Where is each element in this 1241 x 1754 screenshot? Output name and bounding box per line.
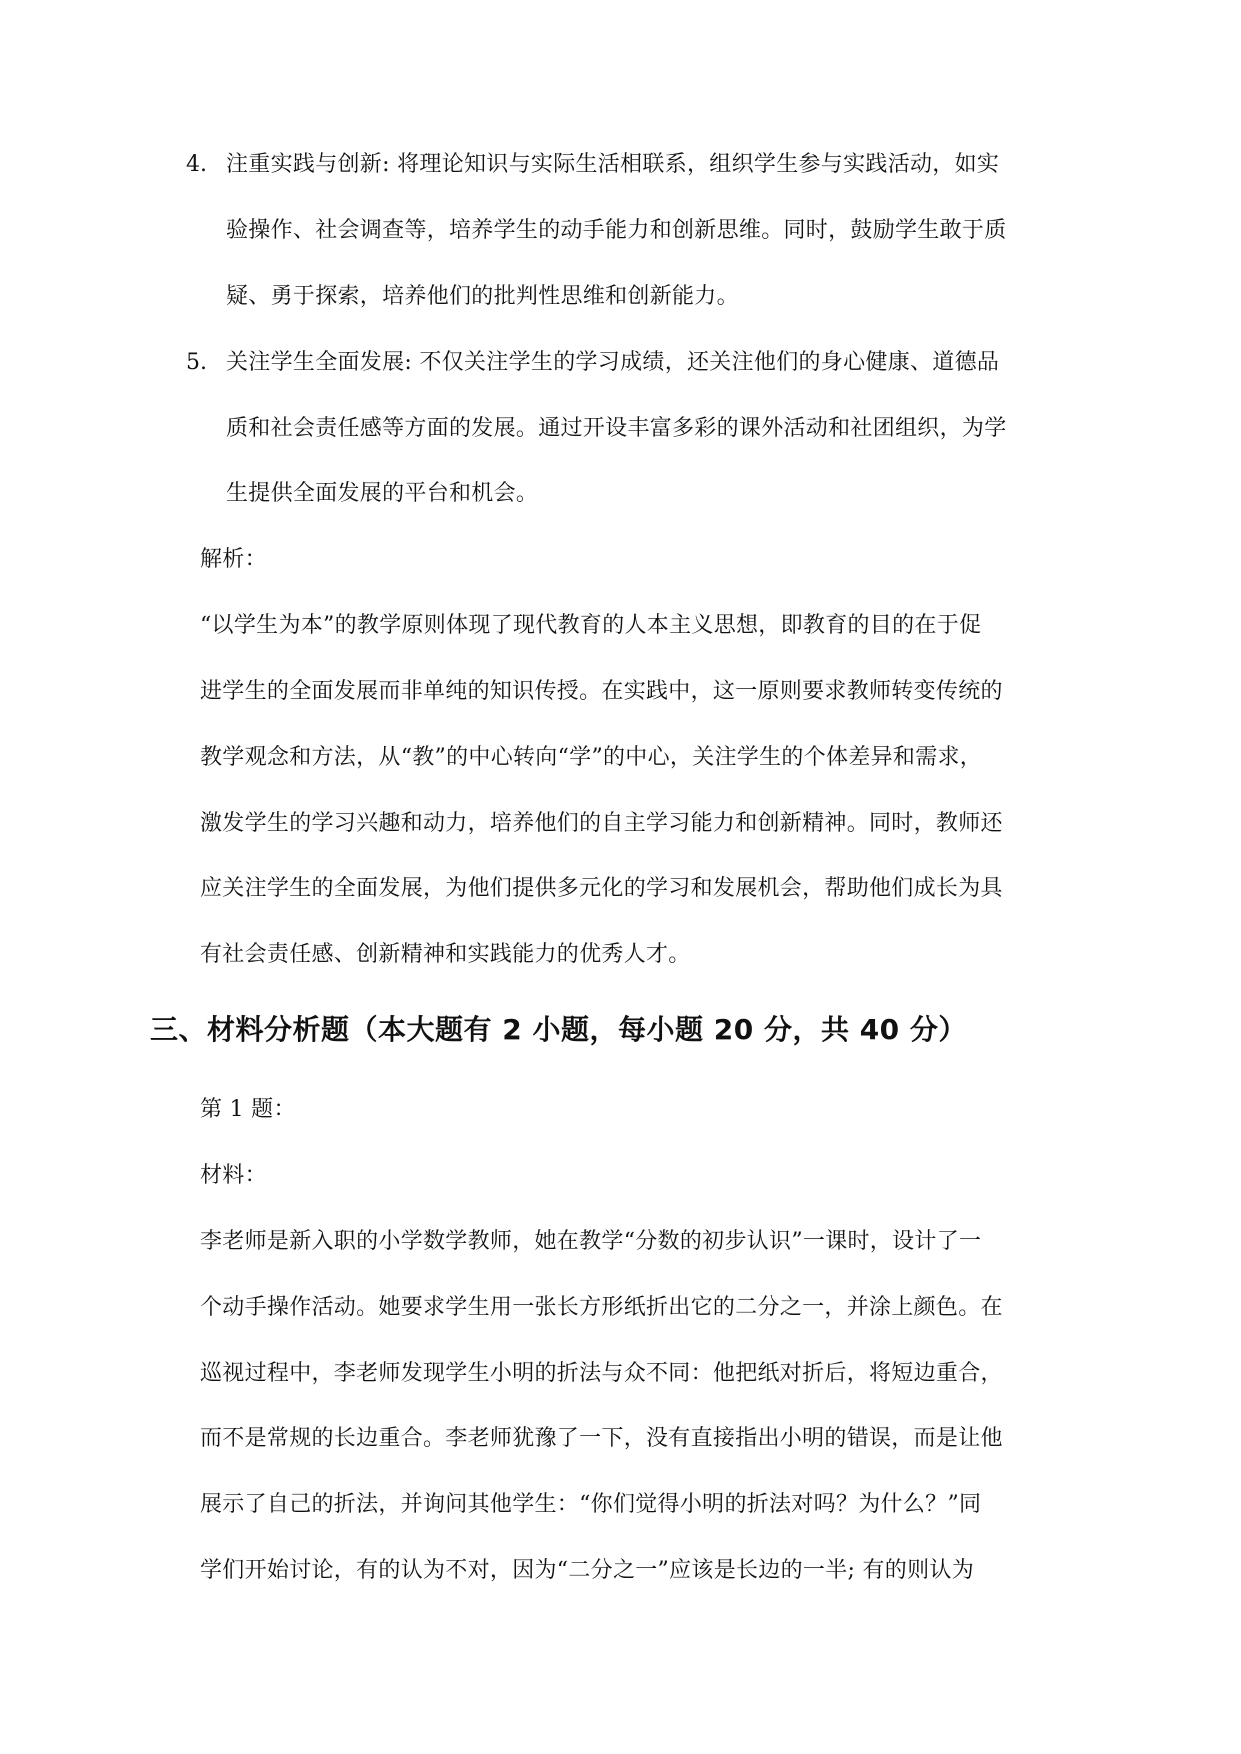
analysis-label: 解析： [200, 547, 267, 572]
material-line: 巡视过程中，李老师发现学生小明的折法与众不同：他把纸对折后，将短边重合， [200, 1361, 1003, 1386]
material-line: 个动手操作活动。她要求学生用一张长方形纸折出它的二分之一，并涂上颜色。在 [200, 1295, 1003, 1320]
list-item-line: 质和社会责任感等方面的发展。通过开设丰富多彩的课外活动和社团组织，为学 [226, 416, 1007, 441]
question-number: 第 1 题： [200, 1097, 296, 1122]
section-heading: 三、材料分析题（本大题有 2 小题，每小题 20 分，共 40 分） [150, 1013, 967, 1046]
analysis-line: “以学生为本”的教学原则体现了现代教育的人本主义思想，即教育的目的在于促 [200, 613, 982, 638]
material-line: 李老师是新入职的小学数学教师，她在教学“分数的初步认识”一课时，设计了一 [200, 1229, 982, 1254]
list-item-line: 疑、勇于探索，培养他们的批判性思维和创新能力。 [226, 284, 739, 309]
analysis-line: 进学生的全面发展而非单纯的知识传授。在实践中，这一原则要求教师转变传统的 [200, 679, 1003, 704]
list-item-line: 关注学生全面发展: 不仅关注学生的学习成绩，还关注他们的身心健康、道德品 [226, 350, 1000, 375]
list-item-line: 验操作、社会调查等，培养学生的动手能力和创新思维。同时，鼓励学生敢于质 [226, 218, 1007, 243]
analysis-line: 应关注学生的全面发展，为他们提供多元化的学习和发展机会，帮助他们成长为具 [200, 876, 1003, 901]
material-line: 展示了自己的折法，并询问其他学生：“你们觉得小明的折法对吗？为什么？”同 [200, 1492, 982, 1517]
analysis-line: 激发学生的学习兴趣和动力，培养他们的自主学习能力和创新精神。同时，教师还 [200, 811, 1003, 836]
list-number: 5. [186, 350, 207, 375]
analysis-line: 有社会责任感、创新精神和实践能力的优秀人才。 [200, 942, 691, 967]
list-number: 4. [186, 152, 207, 177]
list-item-line: 生提供全面发展的平台和机会。 [226, 481, 539, 506]
material-label: 材料： [200, 1163, 267, 1188]
analysis-line: 教学观念和方法，从“教”的中心转向“学”的中心，关注学生的个体差异和需求， [200, 745, 983, 770]
list-item-line: 注重实践与创新: 将理论知识与实际生活相联系，组织学生参与实践活动，如实 [226, 152, 1000, 177]
material-line: 而不是常规的长边重合。李老师犹豫了一下，没有直接指出小明的错误，而是让他 [200, 1426, 1003, 1451]
material-line: 学们开始讨论，有的认为不对，因为“二分之一”应该是长边的一半; 有的则认为 [200, 1558, 975, 1583]
